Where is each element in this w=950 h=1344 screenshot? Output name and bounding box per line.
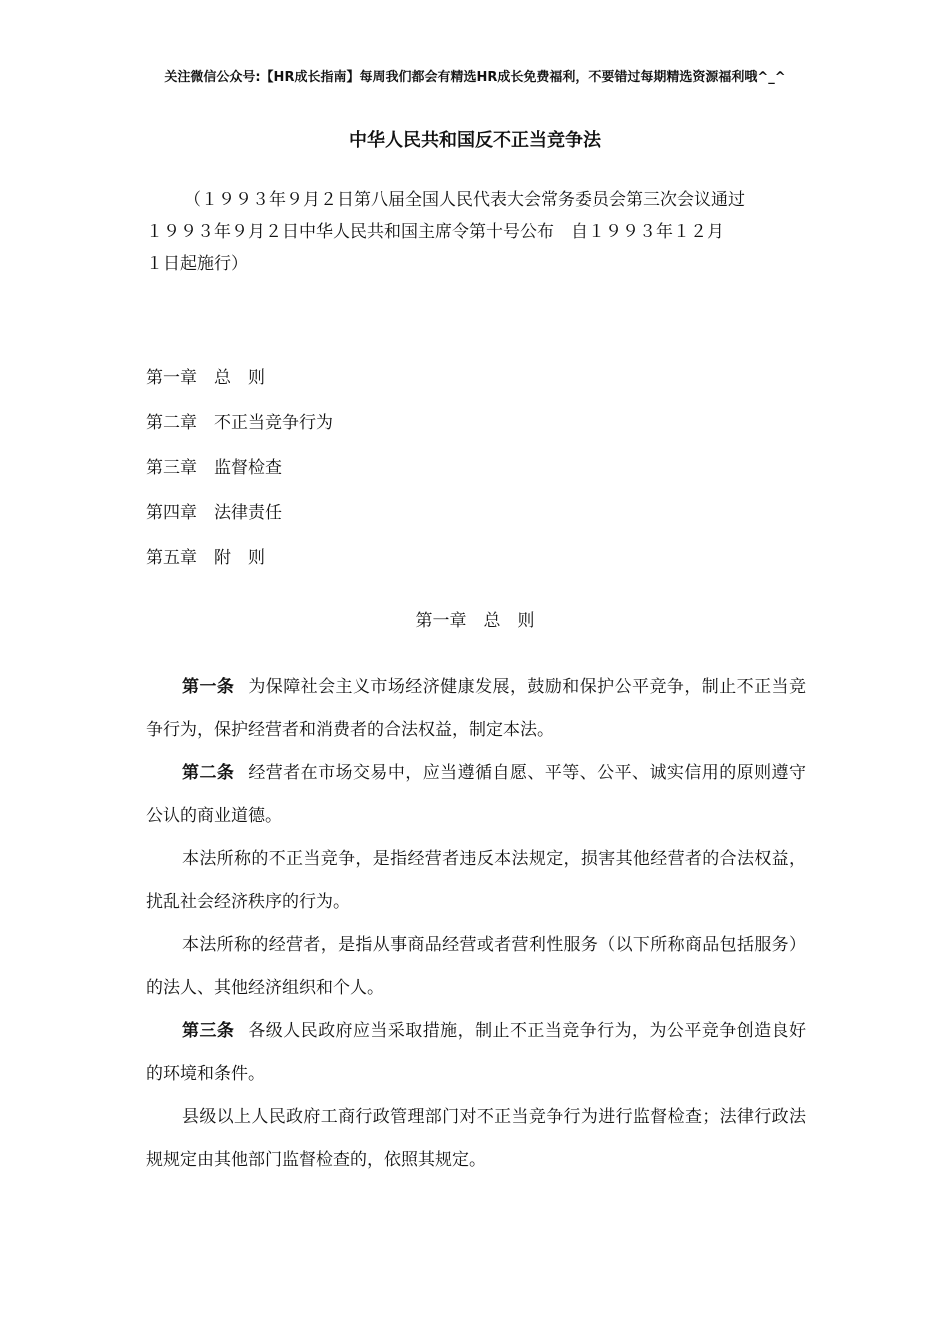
article-paragraph [146, 666, 806, 752]
preamble-line: １日起施行） [146, 254, 248, 274]
preamble-line: １９９３年９月２日中华人民共和国主席令第十号公布 自１９９３年１２月 [146, 222, 724, 242]
promo-banner: 关注微信公众号:【HR成长指南】每周我们都会有精选HR成长免费福利，不要错过每期精选资源福利哦^_^ [164, 70, 786, 85]
preamble [146, 186, 806, 282]
chapter-heading: 第一章 总 则 [415, 611, 535, 631]
chapter-body [146, 666, 806, 1182]
toc-item: 第四章 法律责任 [146, 503, 282, 523]
table-of-contents [146, 364, 333, 589]
article-paragraph [146, 752, 806, 838]
document-title: 中华人民共和国反不正当竞争法 [349, 130, 601, 151]
paragraph [146, 924, 806, 1010]
article-number: 第三条 [182, 1021, 235, 1041]
article-text: 经营者在市场交易中，应当遵循自愿、平等、公平、诚实信用的原则遵守公认的商业道德。 [146, 763, 807, 826]
toc-item: 第二章 不正当竞争行为 [146, 413, 333, 433]
toc-item: 第五章 附 则 [146, 548, 265, 568]
article-text: 各级人民政府应当采取措施，制止不正当竞争行为，为公平竞争创造良好的环境和条件。 [146, 1021, 807, 1084]
paragraph [146, 838, 806, 924]
paragraph-text: 本法所称的不正当竞争，是指经营者违反本法规定，损害其他经营者的合法权益，扰乱社会经济秩序的行为。 [146, 849, 806, 912]
preamble-line: （１９９３年９月２日第八届全国人民代表大会常务委员会第三次会议通过 [184, 190, 745, 210]
paragraph [146, 1096, 806, 1182]
paragraph-text: 县级以上人民政府工商行政管理部门对不正当竞争行为进行监督检查；法律行政法规规定由其他部门监督检查的，依照其规定。 [146, 1107, 806, 1170]
paragraph-text: 本法所称的经营者，是指从事商品经营或者营利性服务（以下所称商品包括服务）的法人、其他经济组织和个人。 [146, 935, 806, 998]
toc-item: 第三章 监督检查 [146, 458, 282, 478]
article-paragraph [146, 1010, 806, 1096]
article-number: 第一条 [182, 677, 235, 697]
article-text: 为保障社会主义市场经济健康发展，鼓励和保护公平竞争，制止不正当竞争行为，保护经营者和消费者的合法权益，制定本法。 [146, 677, 807, 740]
toc-item: 第一章 总 则 [146, 368, 265, 388]
article-number: 第二条 [182, 763, 235, 783]
